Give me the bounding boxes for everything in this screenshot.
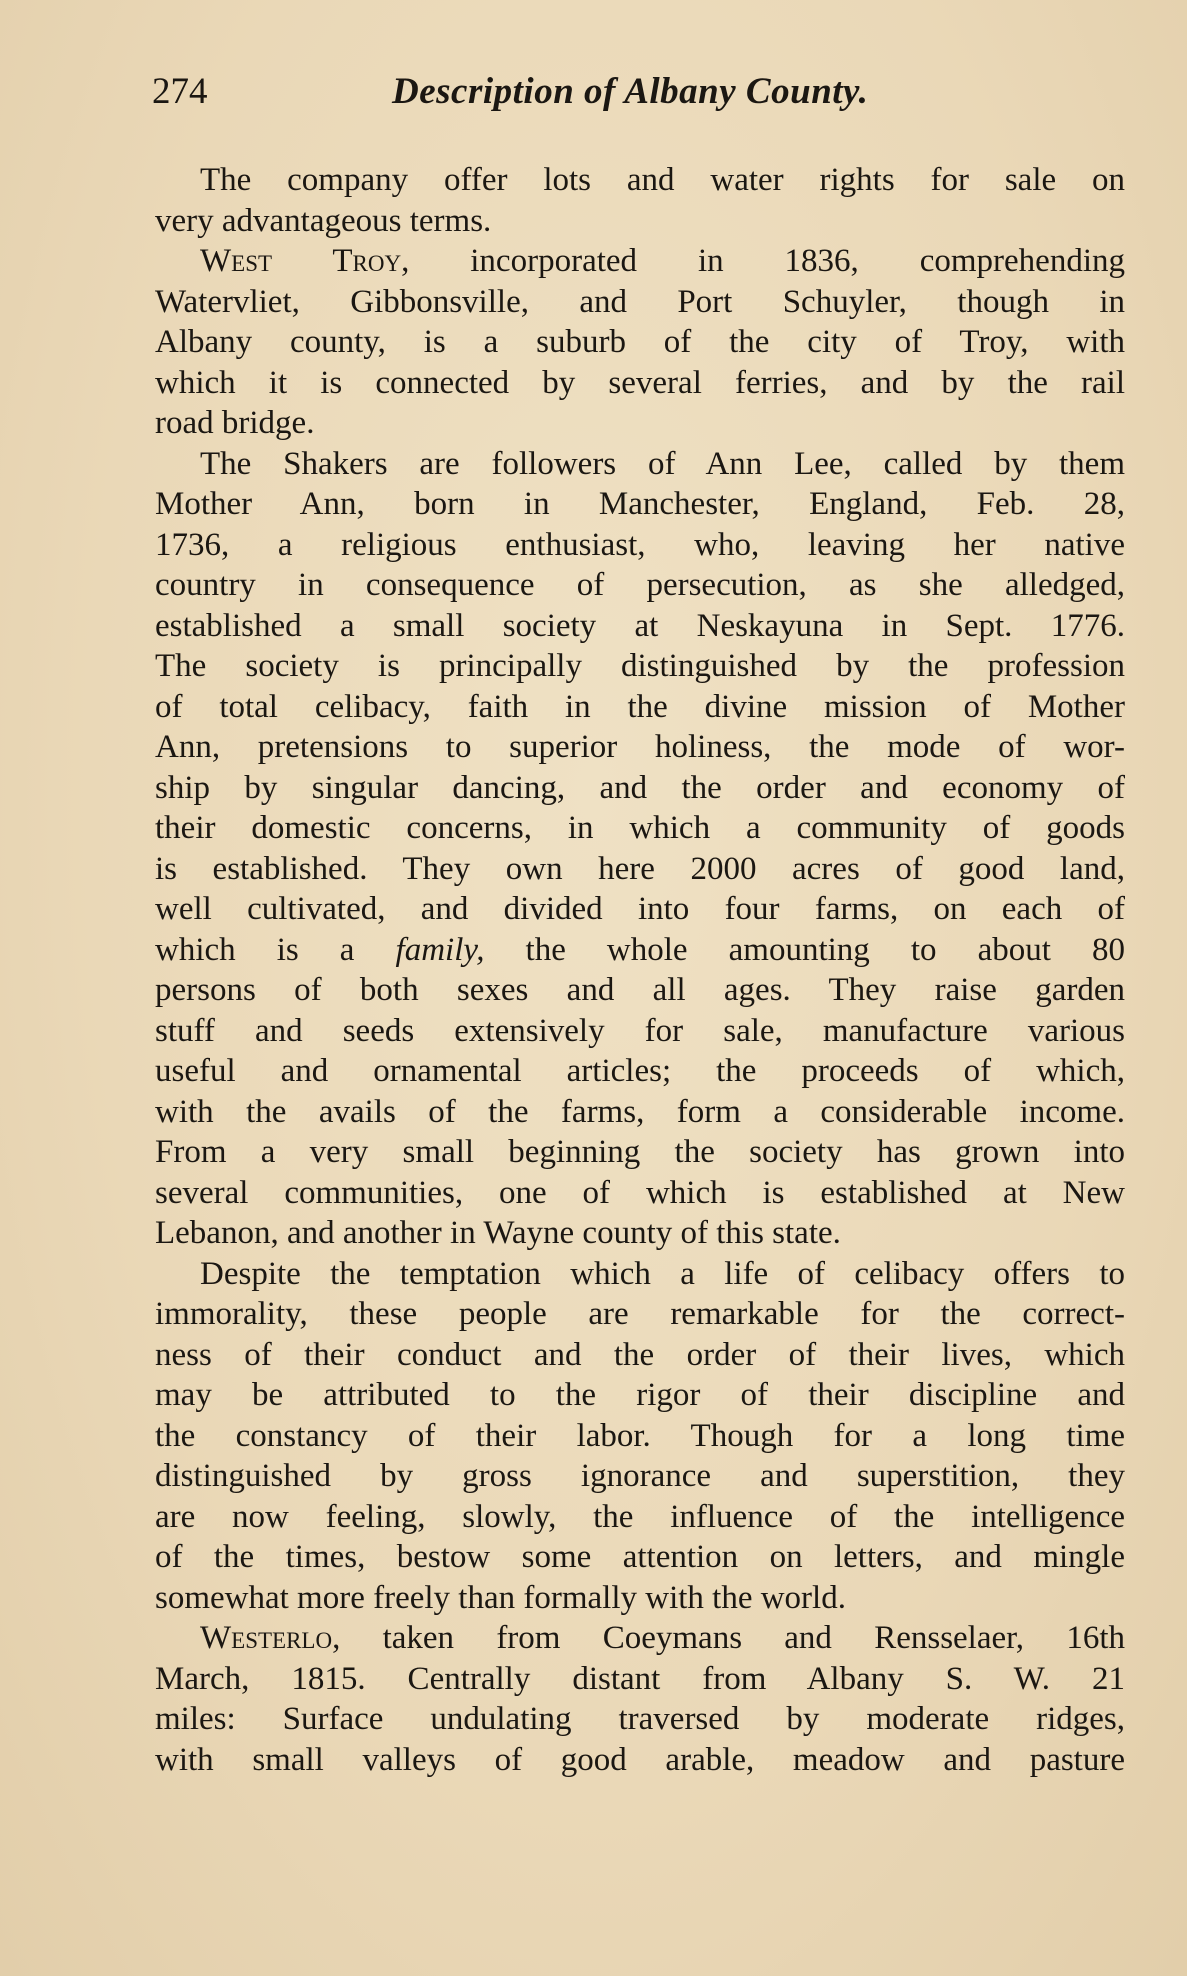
text-line — [155, 889, 1125, 930]
text-line — [155, 808, 1125, 849]
line-text: of total celibacy, faith in the divine mission of Mother — [155, 688, 1125, 725]
text-line — [155, 687, 1125, 728]
line-text: March, 1815. Centrally distant from Albany S. W. 21 — [155, 1660, 1125, 1697]
text-line — [155, 1051, 1125, 1092]
line-text: ness of their conduct and the order of their lives, which — [155, 1336, 1125, 1373]
text-line — [155, 768, 1125, 809]
text-line — [155, 1456, 1125, 1497]
line-text: taken from Coeymans and Rensselaer, 16th — [340, 1620, 1125, 1656]
text-line — [155, 970, 1125, 1011]
text-line — [155, 646, 1125, 687]
line-text: The society is principally distinguished by the profession — [155, 648, 1125, 684]
body-text — [155, 160, 1125, 1780]
text-line — [155, 1659, 1125, 1700]
text-line — [155, 1740, 1125, 1781]
line-text: is established. They own here 2000 acres of good land, — [155, 850, 1125, 887]
line-text: immorality, these people are remarkable for the correct- — [155, 1296, 1125, 1332]
text-line — [155, 1092, 1125, 1133]
line-text: several communities, one of which is established at New — [155, 1174, 1125, 1211]
text-line — [155, 363, 1125, 404]
text-line — [155, 1375, 1125, 1416]
line-text: road bridge. — [155, 405, 315, 441]
line-text: with small valleys of good arable, meadow and pasture — [155, 1741, 1125, 1778]
line-text-continued: the whole amounting to about 80 — [484, 931, 1125, 968]
text-line — [155, 160, 1125, 201]
line-text: persons of both sexes and all ages. They raise garden — [155, 972, 1125, 1008]
line-text: stuff and seeds extensively for sale, manufacture various — [155, 1012, 1125, 1049]
line-text: of the times, bestow some attention on letters, and mingle — [155, 1539, 1125, 1575]
line-text: miles: Surface undulating traversed by moderate ridges, — [155, 1701, 1125, 1737]
line-text: somewhat more freely than formally with the world. — [155, 1579, 846, 1616]
text-line — [155, 727, 1125, 768]
text-line — [155, 606, 1125, 647]
text-line — [155, 201, 1125, 242]
line-text: which is a — [155, 931, 396, 968]
text-line — [155, 484, 1125, 525]
line-text: The Shakers are followers of Ann Lee, called by them — [200, 445, 1125, 482]
line-text: their domestic concerns, in which a community of goods — [155, 810, 1125, 846]
text-line — [155, 1416, 1125, 1457]
line-text: ship by singular dancing, and the order and economy of — [155, 769, 1125, 806]
text-line — [155, 1537, 1125, 1578]
text-line — [155, 1497, 1125, 1538]
line-text: may be attributed to the rigor of their discipline and — [155, 1377, 1125, 1413]
text-line — [155, 241, 1125, 282]
line-text: Watervliet, Gibbonsville, and Port Schuyler, though in — [155, 283, 1125, 320]
text-line — [155, 849, 1125, 890]
text-line — [155, 282, 1125, 323]
line-text: Despite the temptation which a life of celibacy offers to — [200, 1255, 1125, 1292]
line-text: are now feeling, slowly, the influence of the intelligence — [155, 1498, 1125, 1535]
small-caps-heading: Westerlo, — [200, 1620, 341, 1656]
line-text: well cultivated, and divided into four farms, on each of — [155, 891, 1125, 927]
text-line — [155, 1335, 1125, 1376]
line-text: distinguished by gross ignorance and superstition, they — [155, 1458, 1125, 1494]
text-line — [155, 444, 1125, 485]
line-text: Ann, pretensions to superior holiness, the mode of wor- — [155, 729, 1125, 765]
line-text: the constancy of their labor. Though for a long time — [155, 1417, 1125, 1454]
line-text: which it is connected by several ferries, and by the rail — [155, 364, 1125, 401]
text-line — [155, 1618, 1125, 1659]
line-text: very advantageous terms. — [155, 202, 492, 239]
text-line — [155, 403, 1125, 444]
line-text: Albany county, is a suburb of the city of Troy, with — [155, 324, 1125, 360]
text-line — [155, 1578, 1125, 1619]
line-text: Lebanon, and another in Wayne county of this state. — [155, 1215, 841, 1251]
line-text: The company offer lots and water rights for sale on — [200, 162, 1125, 198]
line-text: country in consequence of persecution, as she alledged, — [155, 567, 1125, 603]
text-line — [155, 525, 1125, 566]
text-line — [155, 565, 1125, 606]
text-line — [155, 322, 1125, 363]
text-line — [155, 930, 1125, 971]
running-head: Description of Albany County. — [392, 71, 869, 112]
line-text: with the avails of the farms, form a considerable income. — [155, 1093, 1125, 1130]
italic-text: family, — [395, 931, 485, 968]
line-text: Mother Ann, born in Manchester, England, Feb. 28, — [155, 486, 1125, 522]
page-number: 274 — [152, 71, 208, 112]
text-line — [155, 1294, 1125, 1335]
line-text: established a small society at Neskayuna in Sept. 1776. — [155, 607, 1125, 644]
line-text: From a very small beginning the society has grown into — [155, 1134, 1125, 1170]
text-line — [155, 1011, 1125, 1052]
small-caps-heading: West Troy, — [200, 243, 410, 279]
line-text: incorporated in 1836, comprehending — [409, 243, 1125, 279]
text-line — [155, 1213, 1125, 1254]
text-line — [155, 1254, 1125, 1295]
text-line — [155, 1699, 1125, 1740]
page-header — [152, 66, 912, 118]
text-line — [155, 1132, 1125, 1173]
text-line — [155, 1173, 1125, 1214]
line-text: 1736, a religious enthusiast, who, leaving her native — [155, 526, 1125, 563]
line-text: useful and ornamental articles; the proceeds of which, — [155, 1053, 1125, 1089]
